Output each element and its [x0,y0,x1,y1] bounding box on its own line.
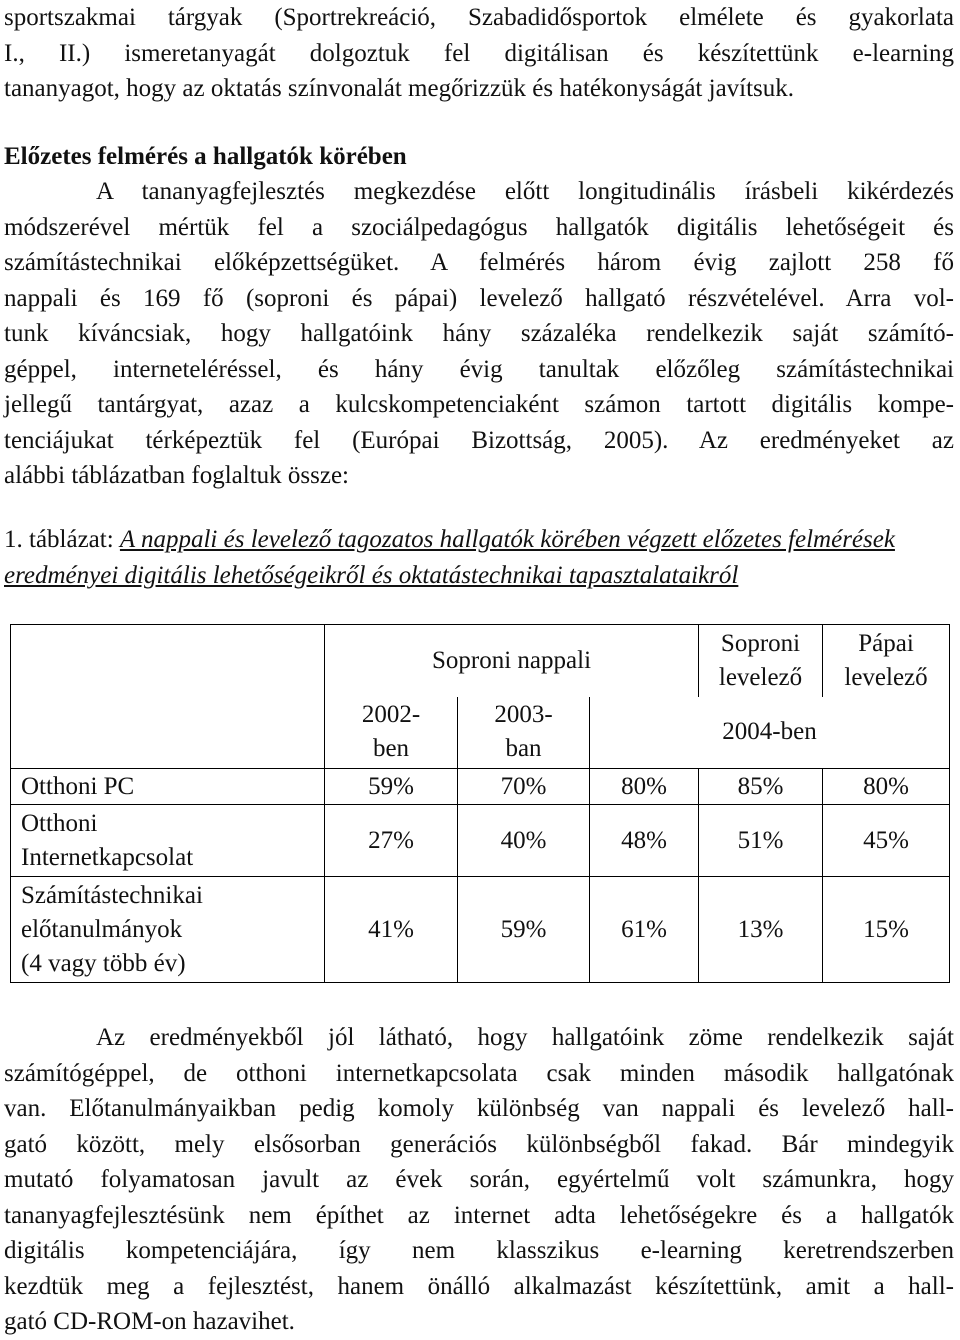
caption-prefix: 1. táblázat: [4,526,120,553]
table-cell: 15% [823,877,950,983]
text-line: nappali és 169 fő (soproni és pápai) levelező hallgató részvételével. Arra vol- [4,284,954,312]
text-line: jellegű tantárgyat, azaz a kulcskompetenciaként számon tartott digitális kompe- [4,391,954,418]
text-line: tenciájukat térképeztük fel (Európai Bizottság, 2005). Az eredményeket az [4,426,954,454]
table-header-row-1 [11,625,950,697]
text-line: mutató folyamatosan javult az évek során, egyértelmű volt számunkra, hogy [4,1166,954,1193]
text-line: Az eredményekből jól látható, hogy hallgatóink zöme rendelkezik saját [96,1024,954,1051]
intro-paragraph [4,0,954,107]
conclusion-paragraph [4,1020,954,1340]
text-line: gató között, mely elsősorban generációs különbségből fakad. Bár mindegyik [4,1130,954,1158]
table-cell: 59% [458,877,590,983]
text-line: I., II.) ismeretanyagát dolgoztuk fel digitálisan és készítettünk e-learning [4,39,954,67]
results-table [10,624,950,983]
header-papai-levelezo: Pápai levelező [823,625,950,697]
text-line: gató CD-ROM-on hazavihet. [4,1308,295,1335]
text-line: van. Előtanulmányaikban pedig komoly különbség van nappali és levelező hall- [4,1095,954,1122]
header-soproni-nappali: Soproni nappali [325,625,699,697]
text-line: géppel, interneteléréssel, és hány évig tanultak előzőleg számítástechnikai [4,355,954,383]
table-caption [4,522,956,594]
header-soproni-levelezo: Soproni levelező [699,625,823,697]
table-cell: 48% [590,805,699,877]
row-label: Otthoni PC [11,769,325,805]
table-header-row-2 [11,697,950,769]
row-label: Számítástechnikai előtanulmányok (4 vagy több év) [11,877,325,983]
header-year-2003: 2003- ban [458,697,590,769]
caption-title-line-1: A nappali és levelező tagozatos hallgatók körében végzett előzetes felmérések [119,526,895,553]
table-cell: 51% [699,805,823,877]
table-cell: 59% [325,769,458,805]
text-line: alábbi táblázatban foglaltuk össze: [4,462,350,489]
table-cell: 41% [325,877,458,983]
header-year-2004: 2004-ben [590,697,950,769]
section-paragraph [4,174,954,494]
text-line: számítógéppel, de otthoni internetkapcsolata csak minden második hallgatónak [4,1059,954,1087]
caption-title-line-2: eredményei digitális lehetőségeikről és oktatástechnikai tapasztalataikról [4,562,739,589]
text-line: számítástechnikai előképzettségüket. A felmérés három évig zajlott 258 fő [4,249,954,276]
table-cell: 27% [325,805,458,877]
header-year-2002: 2002- ben [325,697,458,769]
table-cell: 61% [590,877,699,983]
text-line: tananyagot, hogy az oktatás színvonalát megőrizzük és hatékonyságát javítsuk. [4,75,795,102]
text-line: tananyagfejlesztésünk nem építhet az internet adta lehetőségekre és a hallgatók [4,1201,954,1229]
text-line: kezdtük meg a fejlesztést, hanem önálló alkalmazást készítettünk, amit a hall- [4,1272,954,1300]
empty-header-cell [11,625,325,697]
text-line: módszerével mértük fel a szociálpedagógus hallgatók digitális lehetőségeit és [4,213,954,241]
table-cell: 70% [458,769,590,805]
empty-header-cell [11,697,325,769]
table-cell: 85% [699,769,823,805]
text-line: A tananyagfejlesztés megkezdése előtt longitudinális írásbeli kikérdezés [96,178,954,205]
section-heading: Előzetes felmérés a hallgatók körében [4,143,407,170]
table-row [11,769,950,805]
table-cell: 13% [699,877,823,983]
table-cell: 40% [458,805,590,877]
table-cell: 80% [823,769,950,805]
table-cell: 45% [823,805,950,877]
table-cell: 80% [590,769,699,805]
row-label: Otthoni Internetkapcsolat [11,805,325,877]
table-row [11,805,950,877]
text-line: sportszakmai tárgyak (Sportrekreáció, Szabadidősportok elmélete és gyakorlata [4,4,954,31]
table-row [11,877,950,983]
text-line: tunk kíváncsiak, hogy hallgatóink hány százaléka rendelkezik saját számító- [4,320,954,347]
text-line: digitális kompetenciájára, így nem klasszikus e-learning keretrendszerben [4,1237,954,1264]
